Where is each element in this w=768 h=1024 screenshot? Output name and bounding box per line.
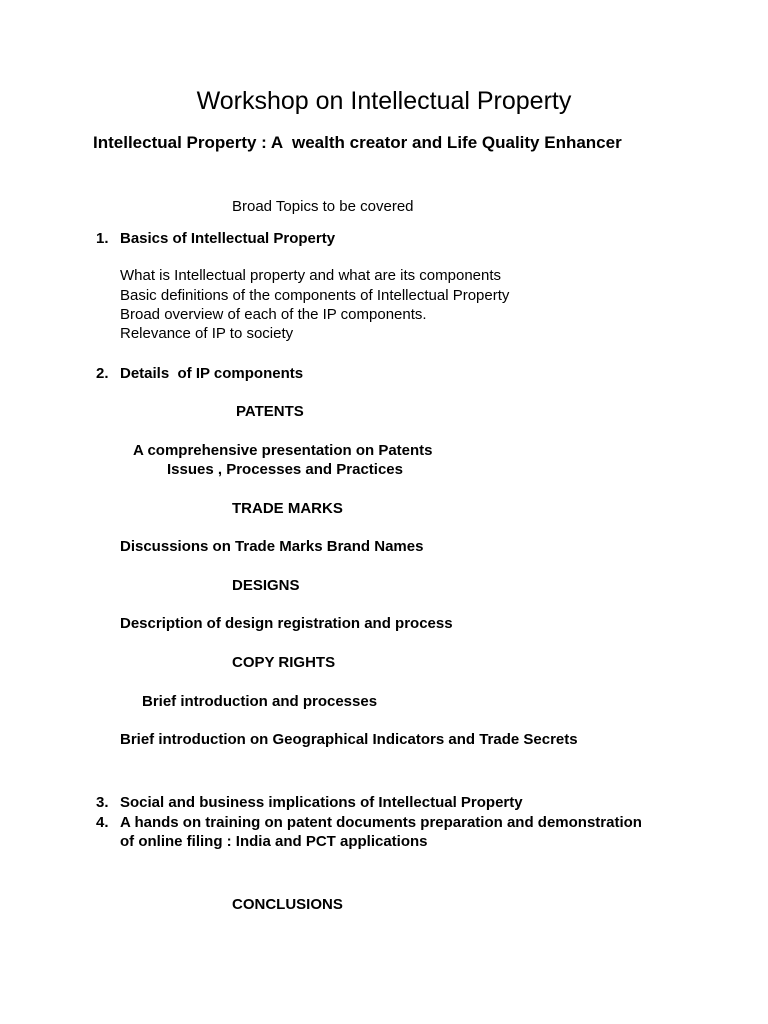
trade-marks-heading: TRADE MARKS [232, 500, 343, 517]
patents-text: Issues , Processes and Practices [167, 461, 403, 478]
list-item: Basic definitions of the components of Intellectual Property [120, 287, 510, 304]
section-heading-ip-components: Details of IP components [120, 365, 304, 382]
list-item: What is Intellectual property and what are its components [120, 267, 502, 284]
section-heading-training-cont: of online filing : India and PCT applications [120, 833, 428, 850]
section-number: 2. [96, 365, 109, 382]
section-number: 1. [96, 230, 109, 247]
document-title: Workshop on Intellectual Property [196, 87, 572, 115]
section-number: 3. [96, 794, 109, 811]
section-number: 4. [96, 814, 109, 831]
patents-text: A comprehensive presentation on Patents [133, 442, 433, 459]
copy-rights-text: Brief introduction and processes [142, 693, 378, 710]
document-subtitle: Intellectual Property : A wealth creator and Life Quality Enhancer [93, 133, 622, 152]
designs-text: Description of design registration and process [120, 615, 453, 632]
section-heading-implications: Social and business implications of Intellectual Property [120, 794, 523, 811]
conclusions-heading: CONCLUSIONS [232, 896, 343, 913]
list-item: Broad overview of each of the IP components. [120, 306, 427, 323]
copy-rights-heading: COPY RIGHTS [232, 654, 336, 671]
section-heading-basics: Basics of Intellectual Property [120, 230, 336, 247]
designs-heading: DESIGNS [232, 577, 300, 594]
list-item: Relevance of IP to society [120, 325, 294, 342]
topics-heading: Broad Topics to be covered [232, 198, 414, 215]
trade-marks-text: Discussions on Trade Marks Brand Names [120, 538, 424, 555]
geo-indicators-text: Brief introduction on Geographical Indicators and Trade Secrets [120, 731, 578, 748]
section-heading-training: A hands on training on patent documents preparation and demonstration [120, 814, 642, 831]
patents-heading: PATENTS [236, 403, 304, 420]
